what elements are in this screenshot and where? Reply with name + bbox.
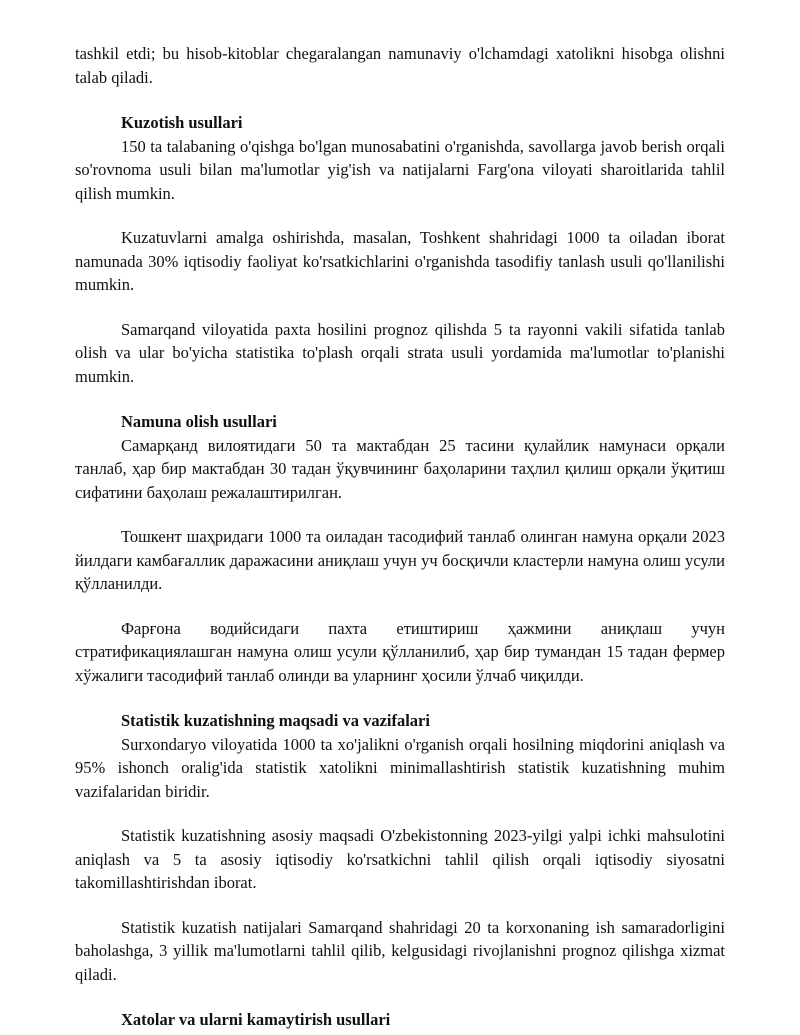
paragraph: Самарқанд вилоятидаги 50 та мактабдан 25 тасини қулайлик намунаси орқали танлаб, ҳар бир мактабдан 30 тадан ўқувчининг баҳоларини таҳлил қилиш орқали ўқитиш сифатини баҳолаш режалаштирилган. — [75, 435, 725, 502]
section-heading-xatolar: Xatolar va ularni kamaytirish usullari — [121, 1010, 391, 1029]
section-heading-maqsad: Statistik kuzatishning maqsadi va vazifalari — [121, 711, 430, 730]
document-page — [75, 42, 725, 1032]
section-heading-namuna: Namuna olish usullari — [121, 412, 277, 431]
paragraph: Statistik kuzatish natijalari Samarqand shahridagi 20 ta korxonaning ish samaradorligini baholashga, 3 yillik ma'lumotlarni tahlil qilib, kelgusidagi rivojlanishni prognoz qilishga xizmat qiladi. — [75, 917, 725, 984]
paragraph: Surxondaryo viloyatida 1000 ta xo'jalikni o'rganish orqali hosilning miqdorini aniqlash va 95% ishonch oralig'ida statistik xatolikni minimallashtirish statistik kuzatishning muhim vazifalaridan biridir. — [75, 734, 725, 801]
section-heading-kuzotish: Kuzotish usullari — [121, 113, 243, 132]
paragraph: Samarqand viloyatida paxta hosilini prognoz qilishda 5 ta rayonni vakili sifatida tanlab olish va ular bo'yicha statistika to'plash orqali strata usuli yordamida ma'lumotlar to'planishi mumkin. — [75, 319, 725, 386]
intro-paragraph: tashkil etdi; bu hisob-kitoblar chegaralangan namunaviy o'lchamdagi xatolikni hisobga olishni talab qiladi. — [75, 44, 725, 87]
paragraph: Фарғона водийсидаги пахта етиштириш ҳажмини аниқлаш учун стратификациялашган намуна олиш усули қўлланилиб, ҳар бир тумандан 15 тадан фермер хўжалиги тасодифий танлаб олинди ва уларнинг ҳосили ўлчаб чиқилди. — [75, 618, 725, 685]
paragraph: Тошкент шаҳридаги 1000 та оиладан тасодифий танлаб олинган намуна орқали 2023 йилдаги камбағаллик даражасини аниқлаш учун уч босқичли кластерли намуна олиш усули қўлланилди. — [75, 527, 725, 593]
paragraph: 150 ta talabaning o'qishga bo'lgan munosabatini o'rganishda, savollarga javob berish orqali so'rovnoma usuli bilan ma'lumotlar yig'ish va natijalarni Farg'ona viloyati sharoitlarida tahlil qilish mumkin. — [75, 136, 725, 203]
paragraph: Statistik kuzatishning asosiy maqsadi O'zbekistonning 2023-yilgi yalpi ichki mahsulotini aniqlash va 5 ta asosiy iqtisodiy ko'rsatkichni tahlil qilish orqali iqtisodiy siyosatni takomillashtirishdan iborat. — [75, 826, 725, 892]
paragraph: Kuzatuvlarni amalga oshirishda, masalan, Toshkent shahridagi 1000 ta oiladan iborat namunada 30% iqtisodiy faoliyat ko'rsatkichlarini o'rganishda tasodifiy tanlash usuli qo'llanilishi mumkin. — [75, 228, 725, 294]
